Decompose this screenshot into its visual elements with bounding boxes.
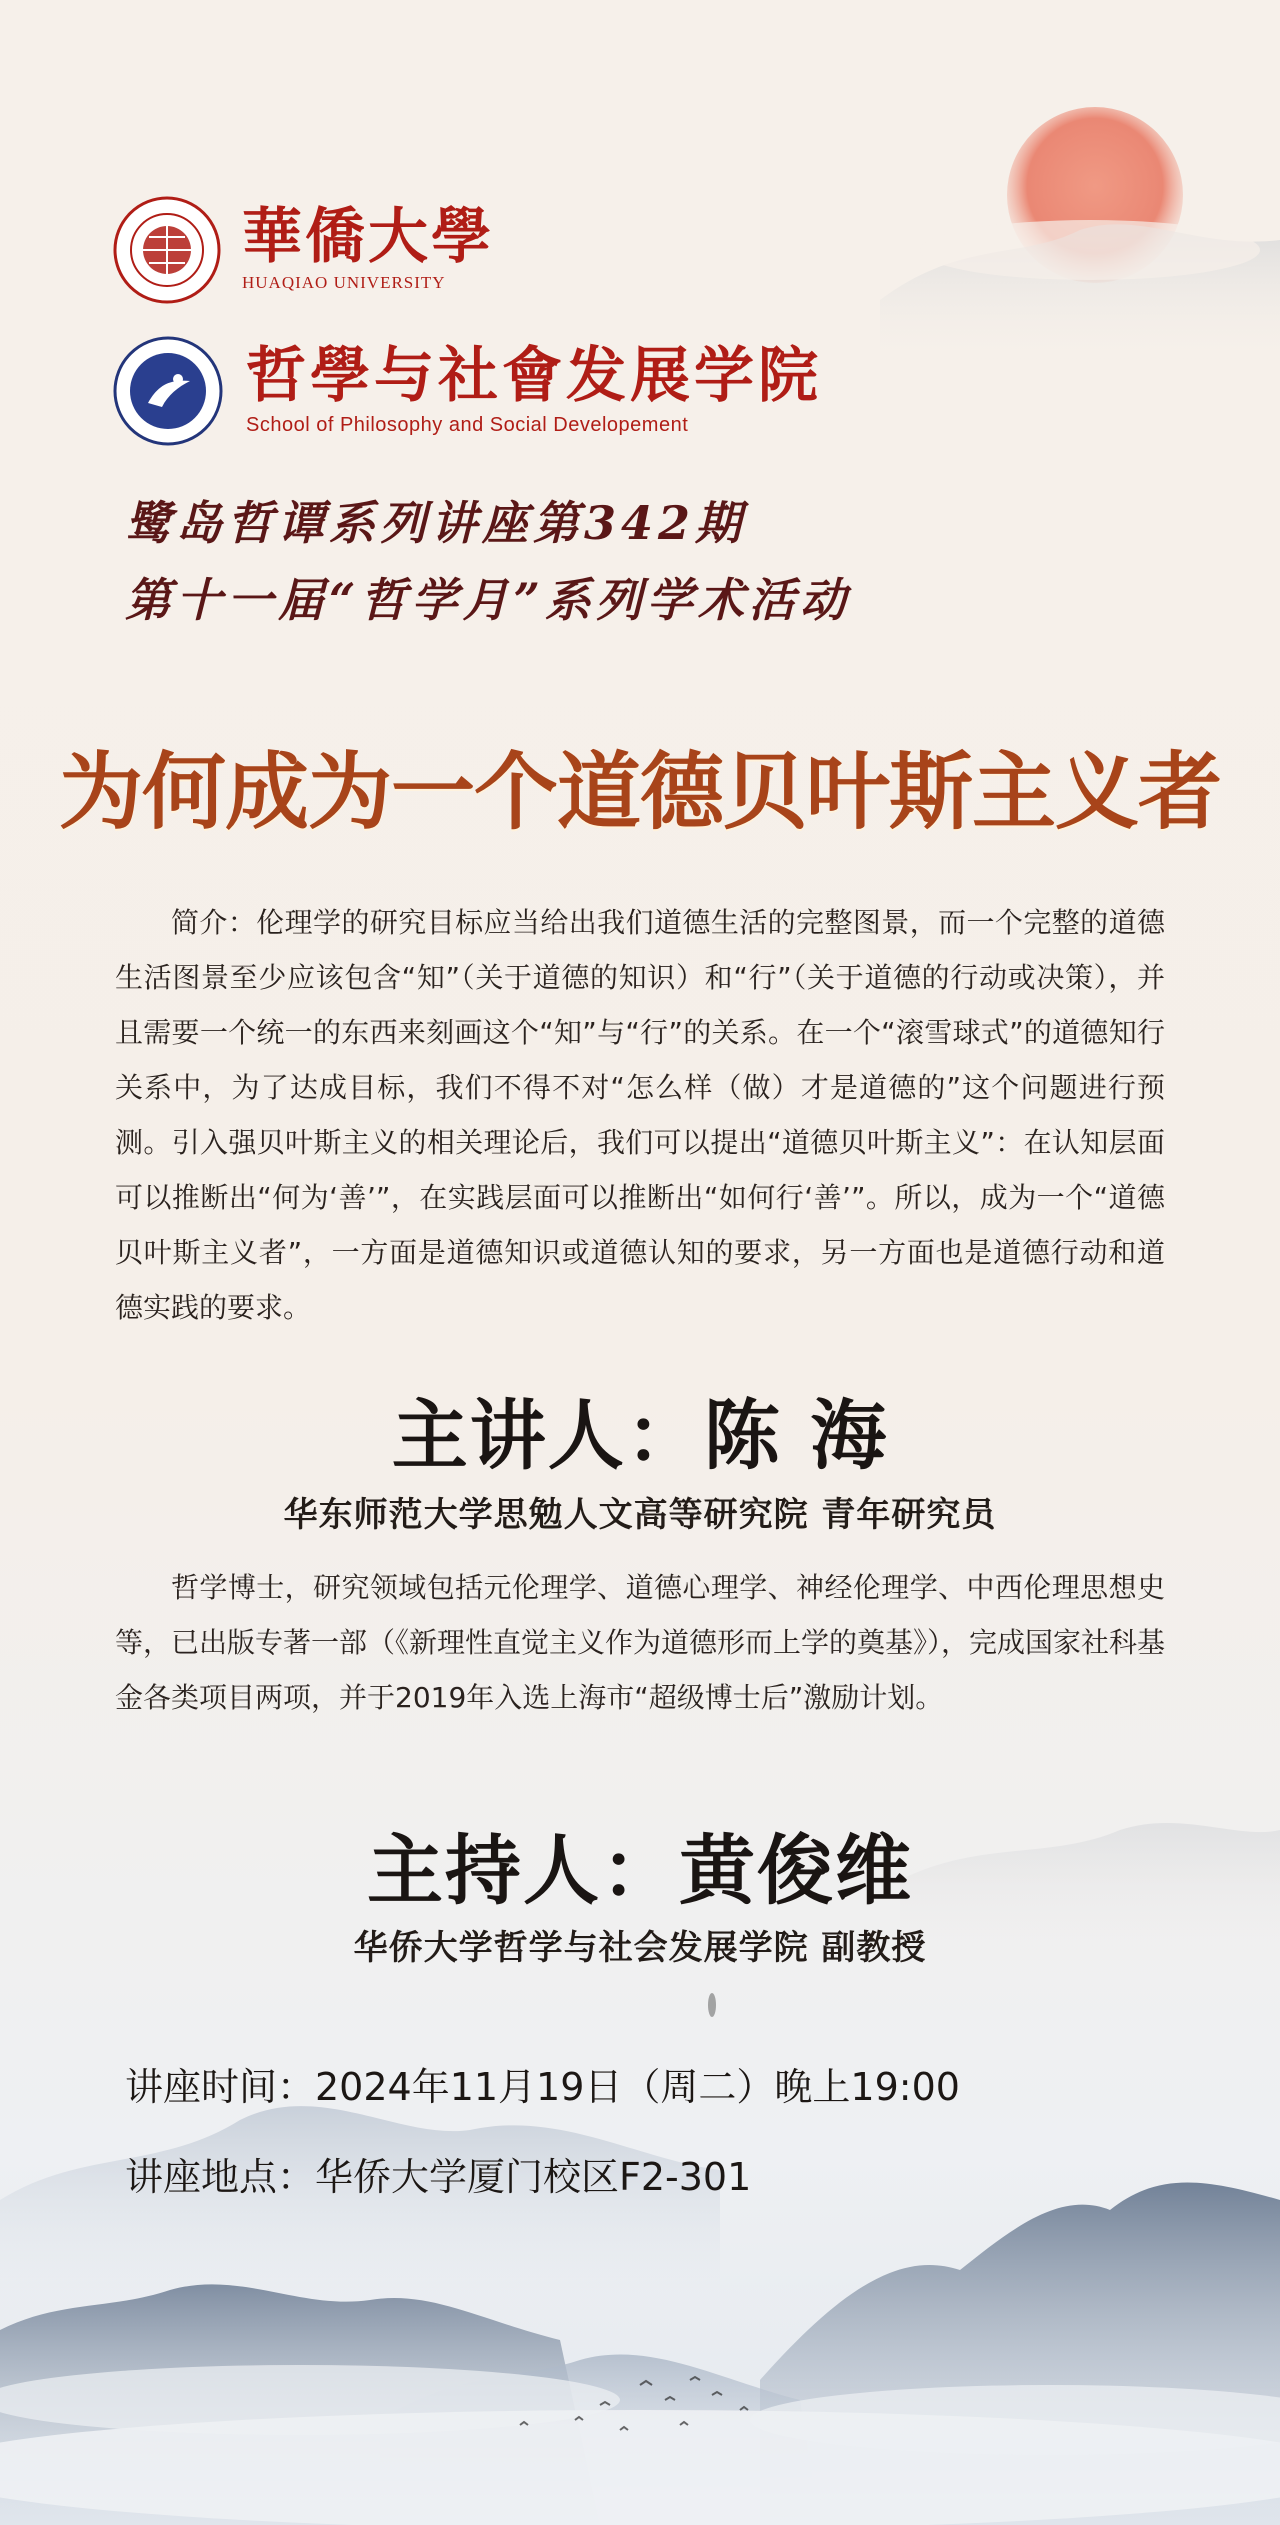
lower-far-hills — [0, 2106, 720, 2300]
speaker-bio-block — [115, 1560, 1165, 1725]
school-name-cn: 哲學与社會发展学院 — [246, 340, 822, 411]
host-affiliation: 华侨大学哲学与社会发展学院 副教授 — [353, 1928, 927, 1968]
series-line-2: 第十一届“哲学月”系列学术活动 — [125, 573, 851, 627]
school-name-en: School of Philosophy and Social Developement — [246, 413, 689, 436]
lecture-time: 讲座时间：2024年11月19日（周二）晚上19:00 — [125, 2065, 960, 2109]
lecture-place: 讲座地点：华侨大学厦门校区F2-301 — [125, 2155, 752, 2199]
abstract-text: 简介：伦理学的研究目标应当给出我们道德生活的完整图景，而一个完整的道德生活图景至少应该包含“知”（关于道德的知识）和“行”（关于道德的行动或决策），并且需要一个统一的东西来刻画这个“知”与“行”的关系。在一个“滚雪球式”的道德知行关系中，为了达成目标，我们不得不对“怎么样（做）才是道德的”这个问题进行预测。引入强贝叶斯主义的相关理论后，我们可以提出“道德贝叶斯主义”：在认知层面可以推断出“何为‘善’”，在实践层面可以推断出“如何行‘善’”。所以，成为一个“道德贝叶斯主义者”，一方面是道德知识或道德认知的要求，另一方面也是道德行动和道德实践的要求。 — [115, 906, 1165, 1324]
lecture-title: 为何成为一个道德贝叶斯主义者 — [58, 743, 1221, 841]
school-logo — [112, 335, 822, 447]
speaker-affiliation: 华东师范大学思勉人文高等研究院 青年研究员 — [283, 1495, 997, 1535]
abstract-block — [115, 895, 1165, 1335]
university-emblem-icon — [112, 195, 222, 305]
university-logo — [112, 195, 494, 305]
speaker-heading: 主讲人：陈 海 — [391, 1391, 889, 1480]
host-heading: 主持人：黄俊维 — [367, 1826, 913, 1915]
series-line-1: 鹭岛哲谭系列讲座第342期 — [125, 496, 747, 550]
university-name-en: HUAQIAO UNIVERSITY — [242, 273, 446, 292]
speaker-bio: 哲学博士，研究领域包括元伦理学、道德心理学、神经伦理学、中西伦理思想史等，已出版专著一部（《新理性直觉主义作为道德形而上学的奠基》），完成国家社科基金各类项目两项，并于2019年入选上海市“超级博士后”激励计划。 — [115, 1571, 1166, 1714]
university-name-cn: 華僑大學 — [242, 202, 494, 272]
school-emblem-icon — [112, 335, 224, 447]
